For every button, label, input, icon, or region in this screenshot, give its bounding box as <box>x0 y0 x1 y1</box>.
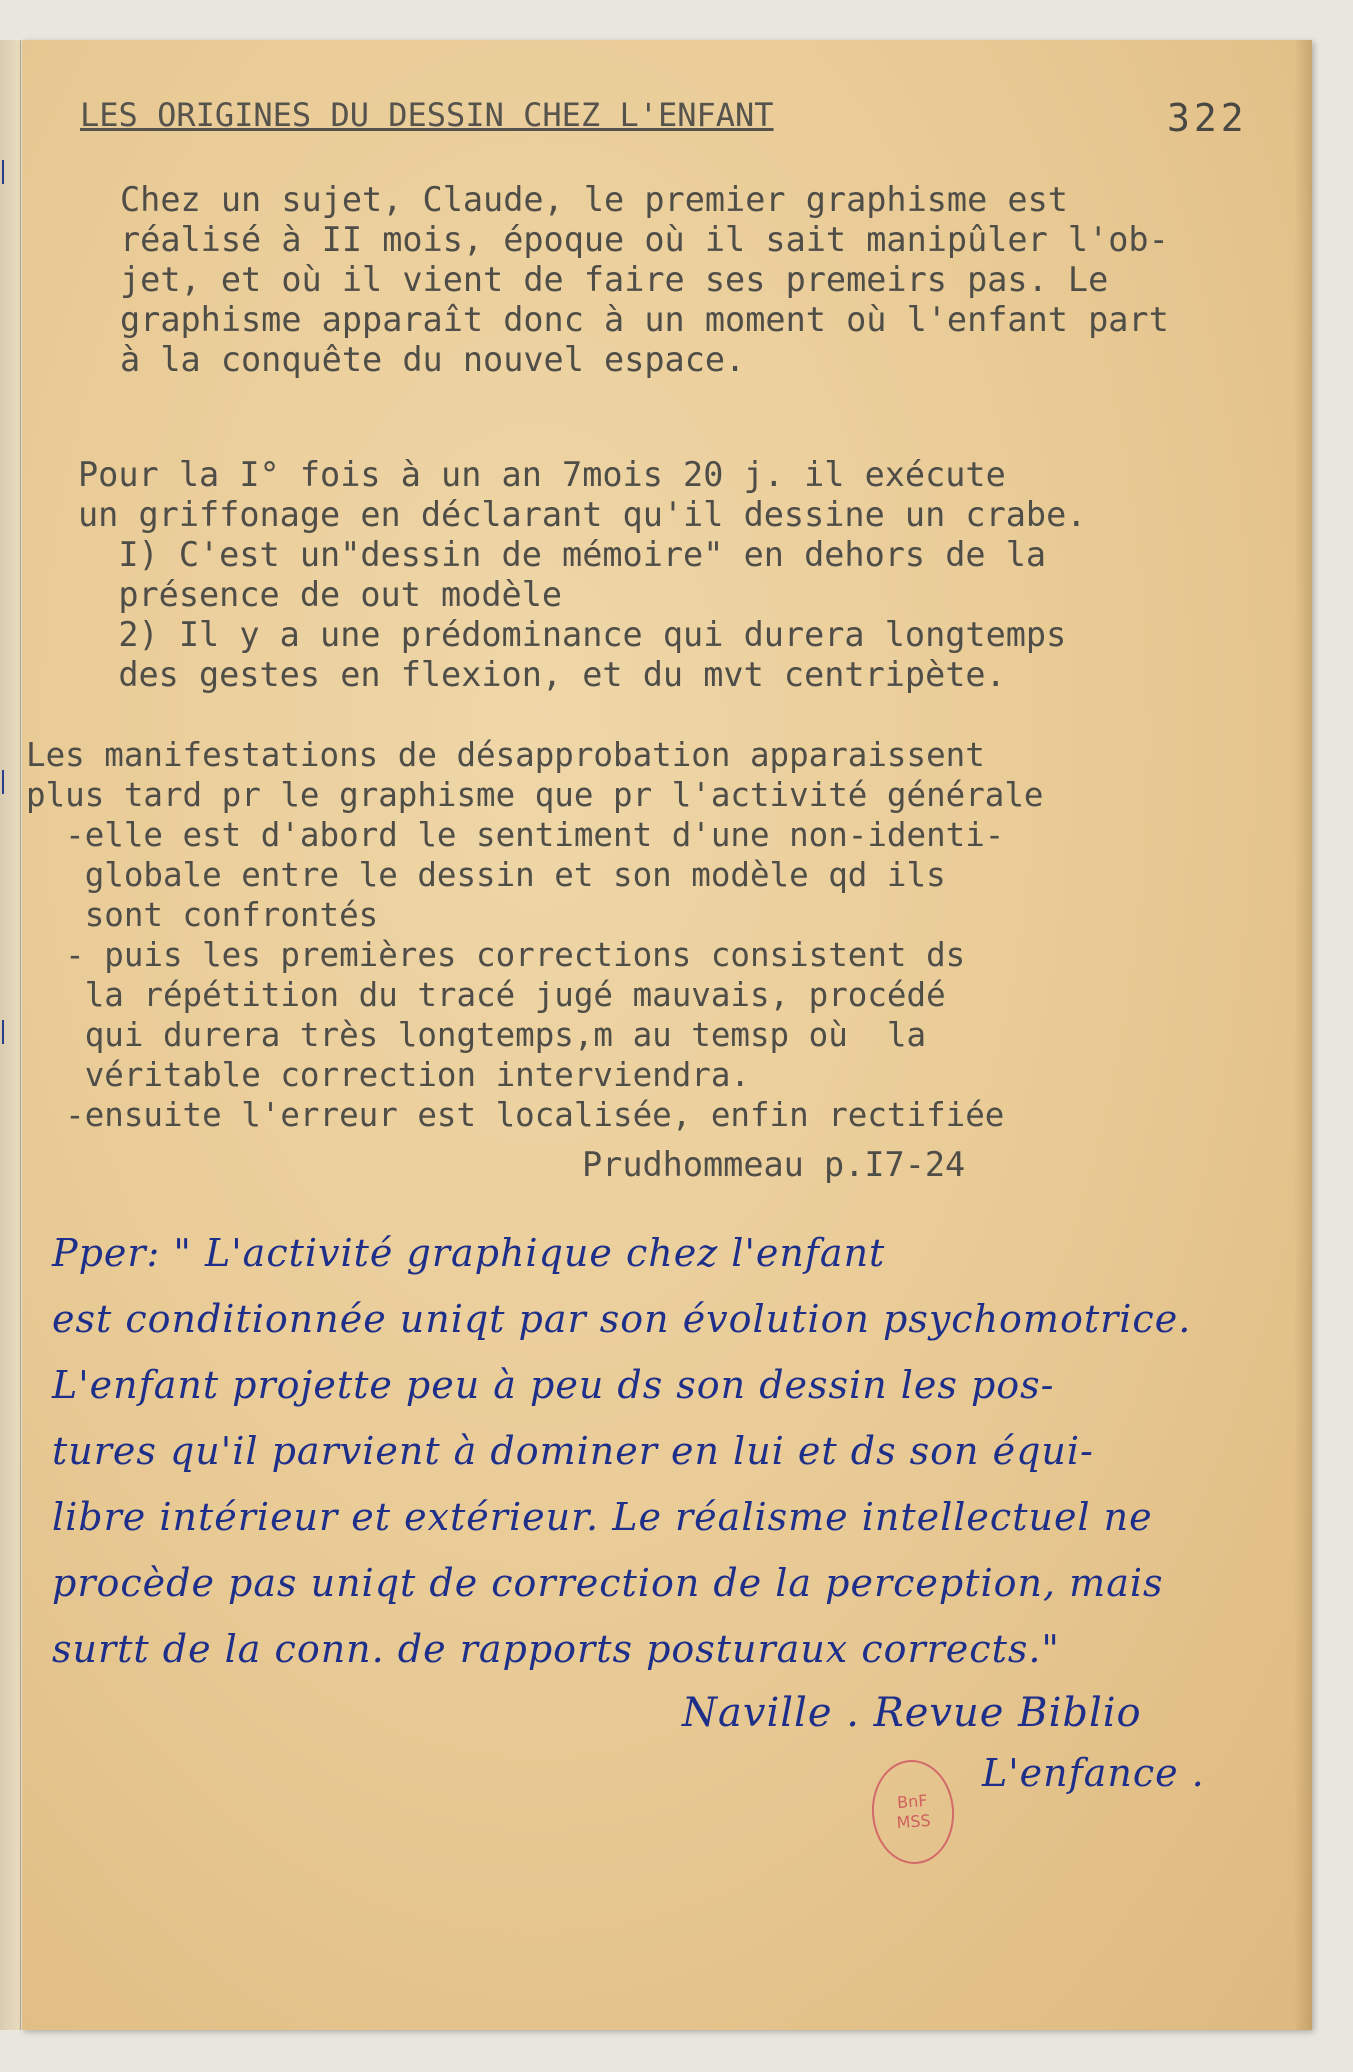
handwritten-reference-2: L'enfance . <box>982 1751 1205 1795</box>
margin-ink-mark <box>2 160 10 184</box>
page-edge-shadow <box>1294 40 1312 2030</box>
typed-paragraph-1: Chez un sujet, Claude, le premier graphisme est réalisé à II mois, époque où il sait manipûler l'ob- jet, et où il vient de faire ses premeirs pas. Le graphisme apparaît donc à un moment où l'enfant part à la conquête du nouvel espace. <box>120 180 1169 379</box>
stamp-line-2: MSS <box>895 1810 932 1833</box>
typed-paragraph-3: Les manifestations de désapprobation apparaissent plus tard pr le graphisme que pr l'activité générale -elle est d'abord le sentiment d'une non-identi- globale entre le dessin et son modèle qd ils sont confrontés - puis les premières corrections consistent ds la répétition du tracé jugé mauvais, procédé qui durera très longtemps,m au temsp où la véritable correction interviendra. -ensuite l'erreur est localisée, enfin rectifiée <box>26 736 1044 1134</box>
running-title: LES ORIGINES DU DESSIN CHEZ L'ENFANT <box>80 96 774 134</box>
typed-citation: Prudhommeau p.I7-24 <box>582 1145 966 1184</box>
stamp-line-1: BnF <box>896 1790 929 1813</box>
manuscript-page <box>22 40 1312 2030</box>
margin-ink-mark <box>2 1020 10 1044</box>
handwritten-reference: Naville . Revue Biblio <box>682 1690 1142 1736</box>
library-stamp <box>868 1757 957 1866</box>
margin-ink-mark <box>2 770 10 794</box>
page-number: 322 <box>1167 96 1248 140</box>
typed-paragraph-2: Pour la I° fois à un an 7mois 20 j. il exécute un griffonage en déclarant qu'il dessine un crabe. I) C'est un"dessin de mémoire" en dehors de la présence de out modèle 2) Il y a une prédominance qui durera longtemps des gestes en flexion, et du mvt centripète. <box>78 455 1087 694</box>
handwritten-note: Pper: " L'activité graphique chez l'enfant est conditionnée uniqt par son évolution psychomotrice. L'enfant projette peu à peu ds son dessin les pos- tures qu'il parvient à dominer en lui et ds son équi- libre intérieur et extérieur. Le réalisme intellectuel ne procède pas uniqt de correction de la perception, mais surtt de la conn. de rapports posturaux corrects." <box>52 1231 1192 1671</box>
